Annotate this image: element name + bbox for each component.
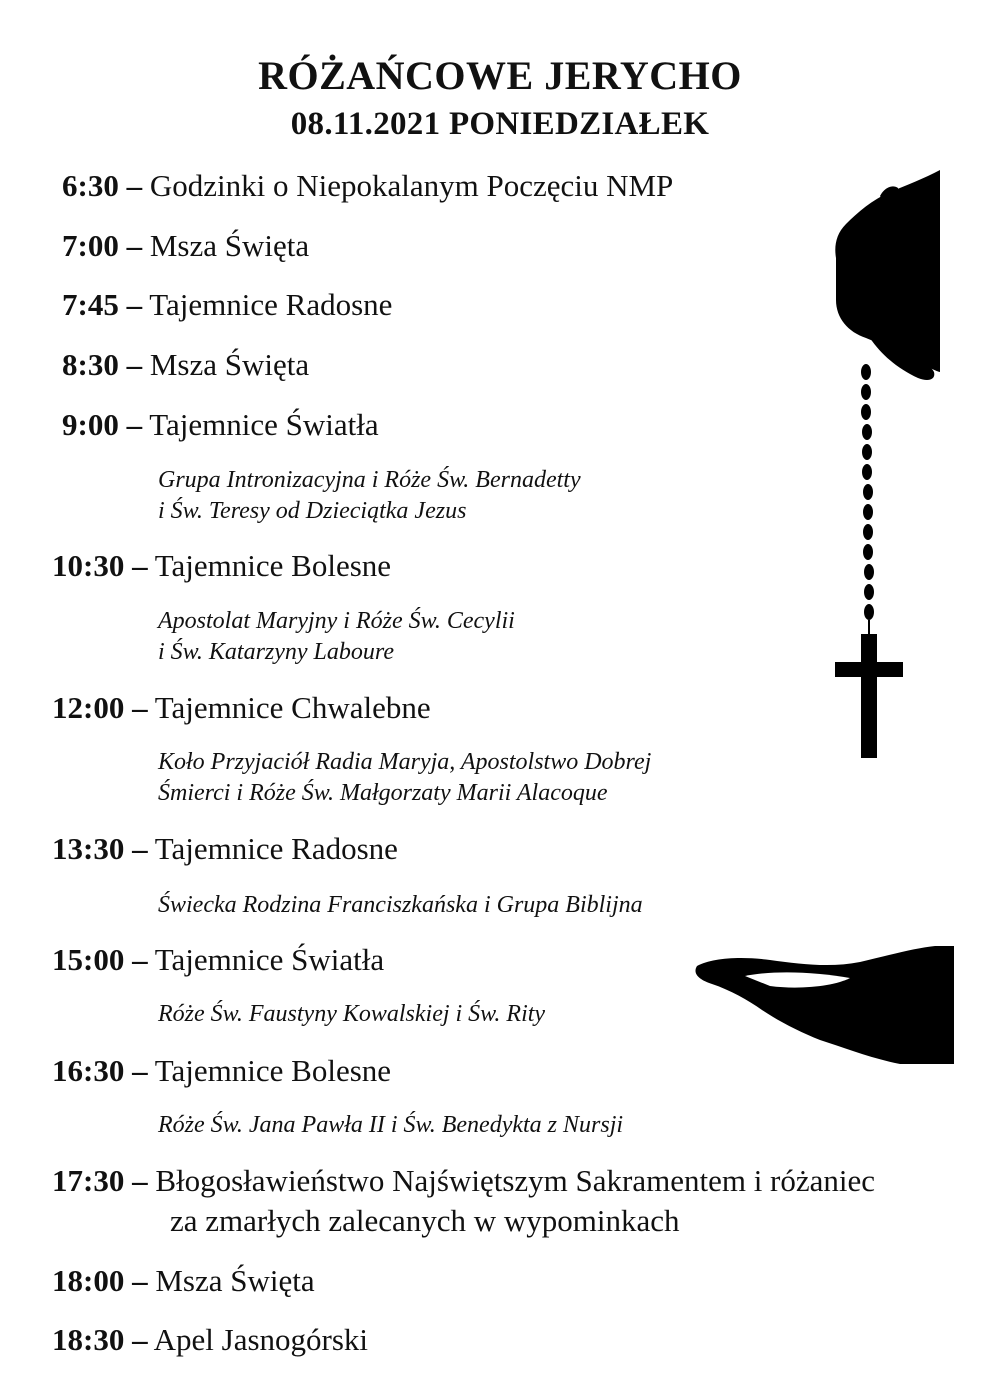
row-dash: – xyxy=(126,287,143,322)
row-dash: – xyxy=(132,831,148,866)
row-time: 17:30 xyxy=(52,1163,125,1198)
note-line: Śmierci i Róże Św. Małgorzaty Marii Alacoque xyxy=(158,780,608,806)
row-time: 9:00 xyxy=(62,407,119,442)
row-time: 6:30 xyxy=(62,168,119,203)
note-line: Grupa Intronizacyjna i Róże Św. Bernadetty xyxy=(158,467,581,493)
row-dash: – xyxy=(126,407,143,442)
row-time: 7:00 xyxy=(62,228,119,263)
row-dash: – xyxy=(126,168,143,203)
row-time: 15:00 xyxy=(52,942,125,977)
row-dash: – xyxy=(132,942,148,977)
row-dash: – xyxy=(126,347,143,382)
note-line: i Św. Teresy od Dzieciątka Jezus xyxy=(158,498,467,524)
row-time: 16:30 xyxy=(52,1053,125,1088)
row-time: 13:30 xyxy=(52,831,125,866)
row-label: Tajemnice Radosne xyxy=(149,287,393,322)
row-time: 18:30 xyxy=(52,1322,125,1357)
note-line: Koło Przyjaciół Radia Maryja, Apostolstwo Dobrej xyxy=(158,749,652,775)
row-dash: – xyxy=(132,1163,148,1198)
note-line: i Św. Katarzyny Laboure xyxy=(158,639,395,665)
row-label: Tajemnice Radosne xyxy=(154,831,398,866)
row-label: Tajemnice Bolesne xyxy=(154,548,392,583)
row-label: Tajemnice Chwalebne xyxy=(154,690,431,725)
row-label: Tajemnice Bolesne xyxy=(154,1053,392,1088)
row-label: Msza Święta xyxy=(149,228,310,263)
row-dash: – xyxy=(132,1322,148,1357)
row-time: 8:30 xyxy=(62,347,119,382)
note-line: Świecka Rodzina Franciszkańska i Grupa Biblijna xyxy=(158,892,643,918)
row-label: Błogosławieństwo Najświętszym Sakramentem i różaniec xyxy=(155,1163,876,1198)
row-label: Msza Święta xyxy=(149,347,310,382)
page-date: 08.11.2021 PONIEDZIAŁEK xyxy=(290,106,710,142)
page-title: RÓŻAŃCOWE JERYCHO xyxy=(258,53,742,98)
row-time: 10:30 xyxy=(52,548,125,583)
row-label: Tajemnice Światła xyxy=(154,942,385,977)
row-time: 7:45 xyxy=(62,287,119,322)
note-line: Róże Św. Faustyny Kowalskiej i Św. Rity xyxy=(158,1001,546,1027)
row-label: Tajemnice Światła xyxy=(149,407,379,442)
row-dash: – xyxy=(132,690,148,725)
row-label: Godzinki o Niepokalanym Poczęciu NMP xyxy=(149,168,674,203)
row-time: 18:00 xyxy=(52,1263,125,1298)
note-line: Apostolat Maryjny i Róże Św. Cecylii xyxy=(158,608,515,634)
row-dash: – xyxy=(132,1263,148,1298)
row-dash: – xyxy=(132,1053,148,1088)
row-label: Msza Święta xyxy=(155,1263,315,1298)
row-dash: – xyxy=(132,548,148,583)
row-continuation: za zmarłych zalecanych w wypominkach xyxy=(170,1203,680,1238)
row-time: 12:00 xyxy=(52,690,125,725)
note-line: Róże Św. Jana Pawła II i Św. Benedykta z Nursji xyxy=(158,1112,624,1138)
row-label: Apel Jasnogórski xyxy=(153,1322,369,1357)
row-dash: – xyxy=(126,228,143,263)
